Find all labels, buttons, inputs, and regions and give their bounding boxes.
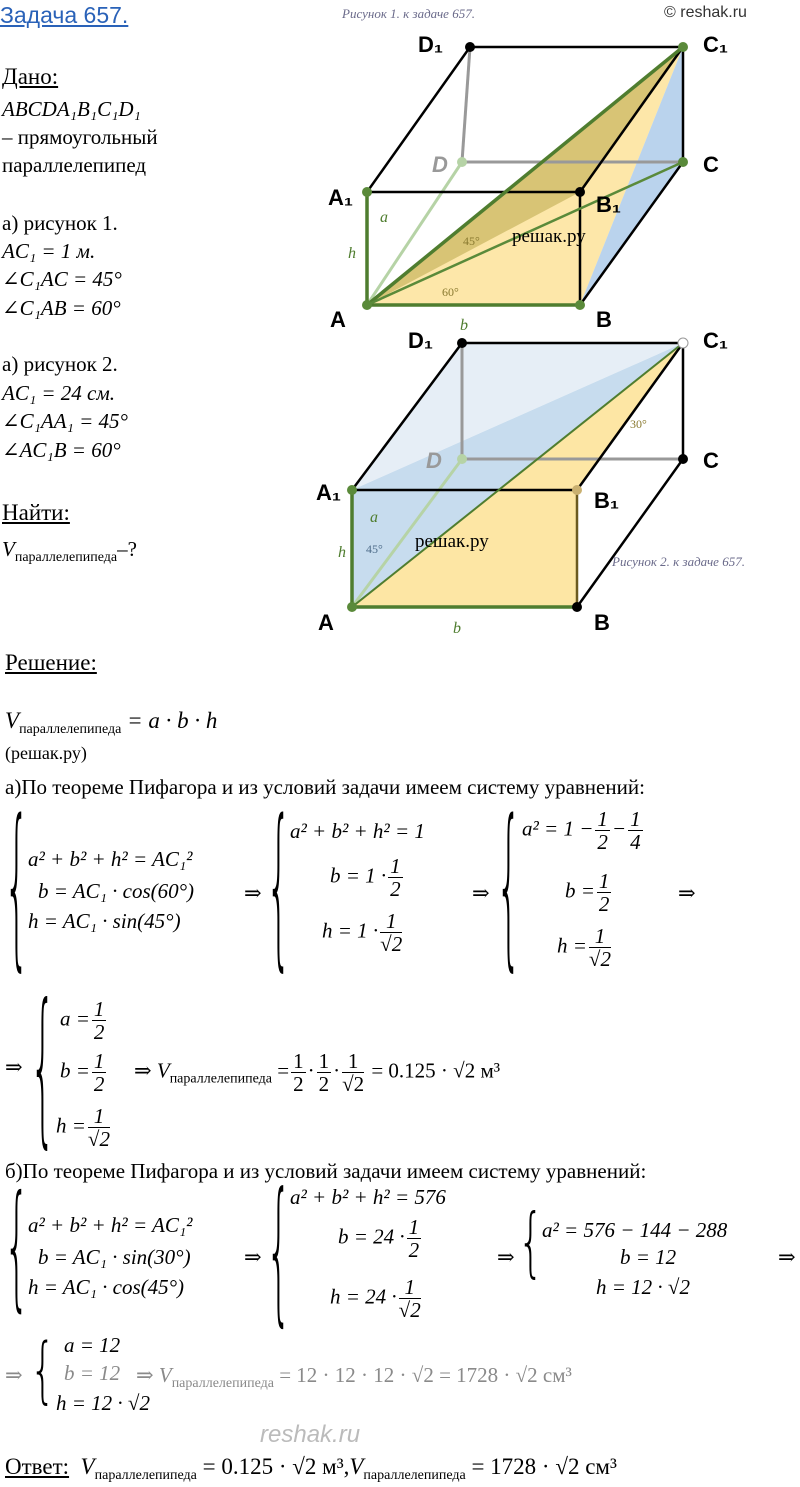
fig2-angle30: 30°	[630, 417, 647, 431]
math-text: 1	[88, 1105, 110, 1128]
fig1-watermark: решак.ру	[512, 226, 586, 247]
math-text: 2	[408, 1238, 420, 1262]
sysA1-line1: a² + b² + h² = AC₁²	[28, 847, 193, 871]
math-text: 1	[598, 869, 610, 893]
fraction	[92, 998, 107, 1043]
find-v: V	[2, 537, 15, 561]
fraction	[88, 1105, 110, 1150]
resB-b: b = 12	[64, 1361, 121, 1385]
fig2-D1: D₁	[408, 328, 433, 353]
math-text: 1	[380, 910, 402, 933]
task-title-link[interactable]: Задача 657.	[0, 2, 129, 28]
fig1-A1: A₁	[328, 185, 353, 210]
resB-h: h = 12 · √2	[56, 1391, 150, 1415]
answer-value-2: = 1728 · √2 см³	[471, 1454, 617, 1479]
fig2-A1: A₁	[316, 480, 341, 505]
resA-v: ⇒ V	[134, 1058, 170, 1083]
sysA3-line3-text: h =	[557, 933, 587, 958]
fig2-A: A	[318, 610, 334, 635]
math-text: параллелепипеда	[169, 1071, 272, 1087]
math-text: √2	[342, 1072, 365, 1096]
resA-b: b =	[60, 1058, 90, 1083]
brace: {	[30, 1329, 56, 1413]
fraction	[342, 1050, 364, 1095]
arrow: ⇒	[497, 1245, 515, 1269]
fig1-C1: C₁	[703, 32, 728, 57]
answer-line	[5, 1454, 617, 1487]
math-text: параллелепипеда	[363, 1468, 466, 1483]
answer-label: Ответ:	[5, 1454, 70, 1479]
given-b1: AC₁ = 24 см.	[2, 381, 116, 405]
given-a1: AC₁ = 1 м.	[2, 239, 96, 263]
fig1-B: B	[596, 307, 612, 332]
given-desc2: параллелепипед	[2, 153, 147, 177]
math-text: 2	[598, 892, 610, 916]
sysA2-line1: a² + b² + h² = 1	[290, 819, 425, 843]
fig1-angle45: 45°	[463, 234, 480, 248]
math-text: 1	[630, 807, 641, 831]
fraction	[628, 808, 643, 853]
sysA2-line2-text: b = 1 ·	[330, 863, 387, 888]
fig1-a: a	[380, 209, 388, 226]
given-a-label: а) рисунок 1.	[2, 211, 118, 235]
arrow: ⇒	[5, 1363, 23, 1387]
find-sub: параллелепипеда	[14, 550, 118, 565]
arrow: ⇒	[778, 1245, 796, 1269]
sysA3-line1-text: a² = 1 −	[522, 816, 594, 841]
fig1-b: b	[460, 317, 468, 334]
arrow: ⇒	[5, 1055, 23, 1079]
resB-v: ⇒ V	[136, 1363, 172, 1387]
brace: {	[496, 786, 522, 990]
given-a2: ∠C₁AC = 45°	[2, 267, 122, 291]
fig1-B1: B₁	[596, 192, 621, 217]
math-text: 1	[342, 1050, 364, 1073]
math-text: 1	[293, 1049, 304, 1073]
math-text: √2	[380, 932, 403, 956]
fig2-a: a	[370, 509, 378, 526]
brace: {	[266, 1163, 292, 1343]
fig2-D: D	[426, 448, 442, 473]
fig1-angle60: 60°	[442, 285, 459, 299]
v-symbol: V	[5, 708, 20, 733]
watermark: reshak.ru	[260, 1421, 361, 1448]
resA-h: h =	[56, 1113, 86, 1138]
brace: {	[4, 1169, 30, 1327]
math-text: −	[611, 816, 627, 841]
math-text: 2	[318, 1072, 330, 1096]
fig2-angle45: 45°	[366, 542, 383, 556]
fig2-h: h	[338, 544, 346, 561]
fig2-C: C	[703, 448, 719, 473]
fraction	[92, 1050, 107, 1095]
math-text: 4	[630, 830, 641, 854]
given-a3: ∠C₁AB = 60°	[2, 296, 121, 320]
math-text: 2	[390, 877, 401, 901]
fraction	[407, 1216, 422, 1261]
math-text: 1	[589, 925, 611, 948]
copyright: © reshak.ru	[664, 4, 747, 21]
answer-value-1: = 0.125 · √2 м³,	[202, 1454, 350, 1479]
math-text: 1	[390, 854, 401, 878]
math-text: V	[349, 1454, 364, 1479]
sysB3-line3: h = 12 · √2	[596, 1275, 690, 1299]
part-b-intro: б)По теореме Пифагора и из условий задачи имеем систему уравнений:	[5, 1159, 647, 1183]
fig1-h: h	[348, 245, 356, 262]
given-label: Дано:	[2, 64, 59, 89]
part-a-intro: а)По теореме Пифагора и из условий задачи имеем систему уравнений:	[5, 775, 645, 799]
figure-2	[316, 328, 745, 637]
math-text: = 0.125 · √2 м³	[371, 1058, 501, 1083]
math-text: 1	[408, 1215, 420, 1239]
sysB2-line1: a² + b² + h² = 576	[290, 1185, 446, 1209]
arrow: ⇒	[472, 881, 490, 905]
sysA1-line2: b = AC₁ · cos(60°)	[38, 879, 195, 903]
solution-heading: Решение:	[5, 650, 97, 675]
resA-volume	[134, 1050, 500, 1095]
find-label: Найти:	[2, 500, 70, 525]
math-text: ·	[307, 1058, 315, 1083]
brace: {	[30, 972, 56, 1166]
fig2-C1: C₁	[703, 328, 728, 353]
fig1-D: D	[432, 152, 448, 177]
brace: {	[518, 1199, 544, 1287]
math-text: √2	[398, 1298, 421, 1322]
sysB3-line1: a² = 576 − 144 − 288	[542, 1218, 728, 1242]
sysA2-line2	[330, 855, 405, 900]
resA-a: a =	[60, 1006, 90, 1031]
fraction	[597, 870, 612, 915]
fig2-b: b	[453, 620, 461, 637]
math-text: 2	[93, 1020, 105, 1044]
sysA2-line3	[322, 910, 404, 955]
sysB1-line2: b = AC₁ · sin(30°)	[38, 1245, 191, 1269]
math-text: =	[277, 1058, 290, 1083]
math-text: 1	[93, 997, 105, 1021]
fraction	[399, 1276, 421, 1321]
brace: {	[4, 786, 30, 990]
given-b2: ∠C₁AA₁ = 45°	[2, 409, 128, 433]
arrow: ⇒	[244, 1245, 262, 1269]
math-text: √2	[87, 1127, 110, 1151]
math-text: параллелепипеда	[94, 1468, 197, 1483]
fig2-B1: B₁	[594, 488, 619, 513]
figure2-caption: Рисунок 2. к задаче 657.	[612, 554, 745, 569]
resB-a: a = 12	[64, 1333, 121, 1357]
given-desc1: – прямоугольный	[2, 125, 158, 149]
math-text: = 12 · 12 · 12 · √2 = 1728 · √2 см³	[279, 1363, 572, 1387]
fig2-B: B	[594, 610, 610, 635]
source-note: (решак.ру)	[5, 743, 87, 763]
find-rest: –?	[117, 537, 137, 561]
brace: {	[266, 786, 292, 990]
fraction	[589, 925, 611, 970]
sysA1-line3: h = AC₁ · sin(45°)	[28, 909, 181, 933]
fig1-A: A	[330, 307, 346, 332]
sysB2-line3: h = 24 ·	[330, 1284, 397, 1309]
sysB3-line2: b = 12	[620, 1245, 677, 1269]
math-text: ·	[333, 1058, 341, 1083]
arrow: ⇒	[678, 881, 696, 905]
v-subscript: параллелепипеда	[19, 722, 122, 737]
fig2-watermark: решак.ру	[415, 531, 489, 552]
math-text: параллелепипеда	[171, 1376, 274, 1391]
sysA3-line2	[565, 870, 613, 915]
sysA2-line3-text: h = 1 ·	[322, 918, 379, 943]
given-b3: ∠AC₁B = 60°	[2, 438, 121, 462]
math-text: 2	[293, 1072, 304, 1096]
fig1-D1: D₁	[418, 32, 443, 57]
fig1-C: C	[703, 152, 719, 177]
formula-rest: = a · b · h	[127, 708, 218, 733]
fraction	[595, 808, 610, 853]
fraction	[380, 910, 402, 955]
sysB1-line1: a² + b² + h² = AC₁²	[28, 1213, 193, 1237]
math-text: 1	[597, 807, 608, 831]
sysB2-line2: b = 24 ·	[338, 1224, 405, 1249]
figures	[0, 0, 800, 650]
sysA3-line1	[522, 808, 645, 853]
fraction	[291, 1050, 306, 1095]
volume-formula	[5, 708, 217, 743]
fraction	[317, 1050, 332, 1095]
sysA3-line3	[557, 925, 613, 970]
math-text: 2	[597, 830, 608, 854]
math-text: 2	[93, 1072, 105, 1096]
arrow: ⇒	[244, 881, 262, 905]
figure1-caption: Рисунок 1. к задаче 657.	[342, 6, 475, 21]
figure-1	[328, 6, 728, 334]
fraction	[388, 855, 403, 900]
math-text: 1	[399, 1276, 421, 1299]
math-text: 1	[318, 1049, 330, 1073]
math-text: V	[80, 1454, 95, 1479]
resB-volume	[136, 1362, 572, 1397]
given-object: ABCDA₁B₁C₁D₁	[2, 97, 141, 121]
sysA3-line2-text: b =	[565, 878, 595, 903]
math-text: 1	[93, 1049, 105, 1073]
math-text: √2	[588, 947, 611, 971]
given-b-label: а) рисунок 2.	[2, 352, 118, 376]
sysB1-line3: h = AC₁ · cos(45°)	[28, 1275, 185, 1299]
